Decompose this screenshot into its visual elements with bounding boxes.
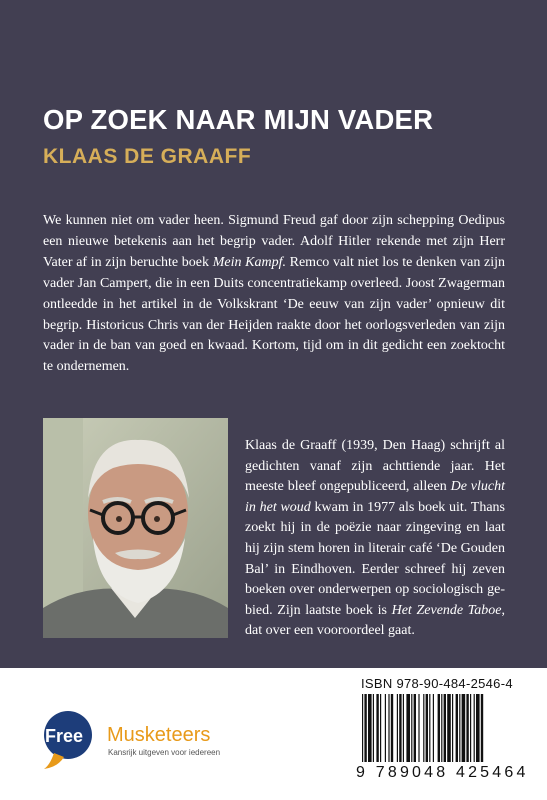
barcode-bar [476,694,480,762]
logo-tagline: Kansrijk uitgeven voor iedereen [108,748,221,757]
bio-part-3: , dat over een vooroordeel gaat. [245,602,505,639]
blurb-book-title: Mein Kampf. [212,254,286,270]
author-name: KLAAS DE GRAAFF [43,145,252,168]
barcode-digits: 9 789048 425464 [356,764,529,781]
barcode-bar [411,694,412,762]
barcode-bar [385,694,386,762]
barcode-bar [474,694,475,762]
barcode-bar [391,694,393,762]
barcode-bar [373,694,374,762]
bio-book-title-1: De vlucht in het woud [245,479,506,515]
bio-part-1: Klaas de Graaff (1939, Den Haag) schrijft al gedichten vanaf zijn achttiende jaar. Het meeste bleef ongepubliceerd, alleen [245,438,505,495]
bio-book-title-2: Het Zevende Taboe [391,602,502,618]
barcode-bar [470,694,471,762]
blurb-text [43,211,505,378]
barcode-bar [433,694,434,762]
barcode-bar [429,694,430,762]
barcode-bar [397,694,398,762]
barcode-bar [399,694,401,762]
publisher-logo [40,693,221,773]
barcode-bar [426,694,428,762]
blurb-part-1: We kunnen niet om vader heen. Sigmund Freud gaf door zijn schepping Oedipus een nieuwe betekenis aan het begrip vader. Adolf Hitler rekende met zijn Herr Vater af in zijn beruchte boek [43,213,505,270]
author-bio [245,436,505,642]
barcode-bar [466,694,468,762]
barcode-bar [388,694,389,762]
barcode-bar [438,694,440,762]
barcode-bar [444,694,446,762]
barcode-bar [364,694,366,762]
bio-part-2: kwam in 1977 als boek uit. Thans zoekt hij in de poëzie naar zingeving en laat hij zijn stem horen in literair café ‘De Gouden Bal’ in Eindhoven. Eerder schreef hij zeven boeken over onderwerpen op sociologisch gebied. Zijn laatste boek is [245,499,505,618]
barcode-bar [376,694,378,762]
barcode-bar [423,694,424,762]
barcode-bar [456,694,458,762]
barcode [358,694,528,766]
barcode-bar [403,694,404,762]
book-title: OP ZOEK NAAR MIJN VADER [43,104,434,135]
author-photo [43,418,228,638]
barcode-bar [462,694,466,762]
blurb-part-2: Remco valt niet los te denken van zijn vader Jan Campert, die in een Duits concentratiekamp overleed. Joost Zwagerman ontleedde in het artikel in de Volkskrant ‘De eeuw van zijn vader’ opnieuw dit begrip. Historicus Chris van der Heijden raakte door het oorlogsverleden van zijn vader in de ban van goed en kwaad. Kortom, tijd om in dit gedicht een zoektocht te ondernemen. [43,254,505,375]
logo-free-text: Free [45,726,84,746]
barcode-bar [414,694,416,762]
logo-publisher-name: Musketeers [107,724,211,746]
barcode-bar [362,694,363,762]
barcode-bar [459,694,460,762]
barcode-bar [380,694,381,762]
barcode-bar [481,694,483,762]
barcode-bar [452,694,453,762]
barcode-bar [368,694,372,762]
barcode-bar [441,694,442,762]
barcode-bar [418,694,419,762]
barcode-bar [447,694,451,762]
isbn-text: ISBN 978-90-484-2546-4 [361,676,513,691]
barcode-bar [406,694,410,762]
